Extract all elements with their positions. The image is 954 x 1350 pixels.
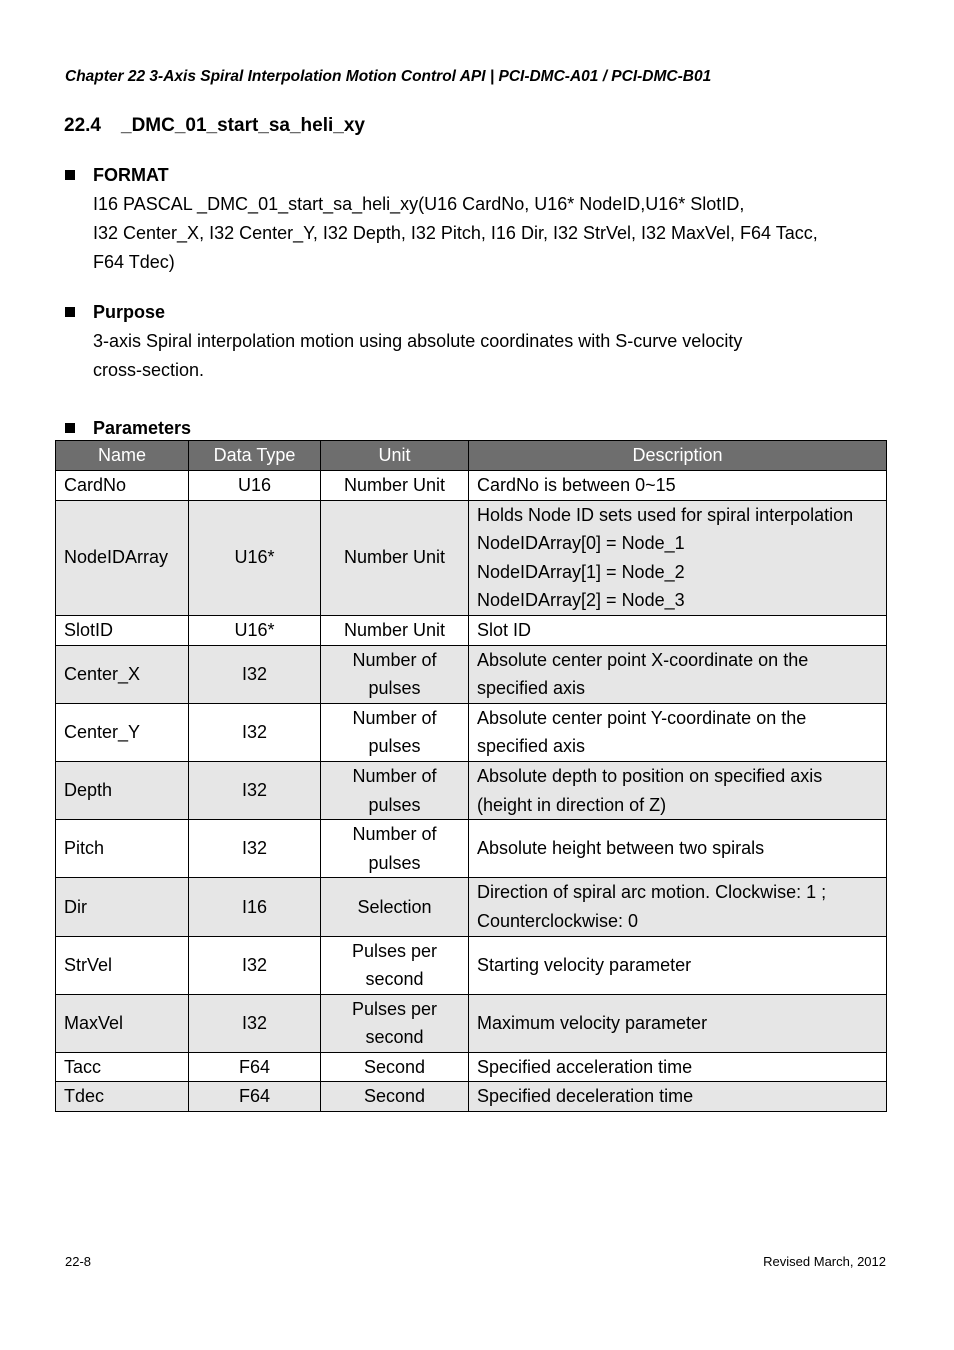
chapter-header: Chapter 22 3-Axis Spiral Interpolation Motion Control API | PCI-DMC-A01 / PCI-DMC-B01 — [65, 68, 712, 85]
param-name-cell: Tdec — [56, 1082, 189, 1112]
param-description-line: Specified deceleration time — [477, 1086, 694, 1107]
column-header-description: Description — [469, 441, 887, 471]
table-body — [56, 471, 887, 1112]
param-type-cell: I32 — [189, 761, 321, 819]
param-unit-line: pulses — [368, 852, 421, 873]
bullet-square-icon — [65, 170, 75, 180]
table-row — [56, 820, 887, 878]
param-description-line: Absolute center point Y-coordinate on the — [477, 707, 807, 728]
param-description-cell — [469, 1082, 887, 1112]
param-unit-line: Second — [363, 1086, 426, 1107]
param-name-cell: Pitch — [56, 820, 189, 878]
param-unit-cell — [321, 761, 469, 819]
param-description-cell — [469, 936, 887, 994]
column-header-name: Name — [56, 441, 189, 471]
param-name-cell: CardNo — [56, 471, 189, 501]
param-description-cell — [469, 878, 887, 936]
param-unit-line: Number Unit — [343, 475, 446, 495]
format-signature — [93, 190, 818, 277]
param-description-line: NodeIDArray[1] = Node_2 — [477, 561, 685, 582]
param-unit-cell — [321, 703, 469, 761]
param-unit-line: Number of — [352, 765, 437, 786]
param-description-cell — [469, 703, 887, 761]
param-description-line: Counterclockwise: 0 — [477, 910, 639, 931]
param-name-cell: Depth — [56, 761, 189, 819]
param-name-cell: Tacc — [56, 1052, 189, 1082]
parameters-table — [55, 440, 887, 1112]
param-description-line: Holds Node ID sets used for spiral interpolation — [477, 504, 854, 525]
param-type-cell: F64 — [189, 1082, 321, 1112]
param-unit-cell — [321, 471, 469, 501]
page-number: 22-8 — [65, 1254, 92, 1269]
purpose-line: cross-section. — [93, 360, 205, 380]
param-description-line: (height in direction of Z) — [477, 794, 667, 815]
table-row — [56, 645, 887, 703]
param-unit-cell — [321, 500, 469, 615]
param-description-line: NodeIDArray[0] = Node_1 — [477, 533, 685, 554]
purpose-text — [93, 327, 742, 385]
param-unit-line: second — [365, 1027, 424, 1048]
table-row — [56, 500, 887, 615]
format-section — [65, 163, 818, 277]
param-name-cell: Center_X — [56, 645, 189, 703]
format-line: I16 PASCAL _DMC_01_start_sa_heli_xy(U16 CardNo, U16* NodeID,U16* SlotID, — [93, 194, 745, 214]
param-unit-cell — [321, 820, 469, 878]
table-row — [56, 1052, 887, 1082]
param-description-line: CardNo is between 0~15 — [477, 475, 676, 495]
param-type-cell: I16 — [189, 878, 321, 936]
param-name-cell: NodeIDArray — [56, 500, 189, 615]
param-unit-line: Number of — [352, 707, 437, 728]
section-title — [64, 115, 365, 137]
param-unit-line: pulses — [368, 736, 421, 757]
param-unit-line: Pulses per — [351, 940, 438, 961]
table-row — [56, 615, 887, 645]
param-description-line: Slot ID — [477, 619, 532, 640]
table-row — [56, 471, 887, 501]
format-line: F64 Tdec) — [93, 252, 175, 272]
section-name: _DMC_01_start_sa_heli_xy — [121, 115, 365, 136]
format-heading — [65, 163, 818, 187]
param-name-cell: StrVel — [56, 936, 189, 994]
revision-date: Revised March, 2012 — [763, 1254, 886, 1269]
parameters-section — [65, 416, 191, 440]
param-name-cell: MaxVel — [56, 994, 189, 1052]
table-header-row — [56, 441, 887, 471]
param-name-cell: SlotID — [56, 615, 189, 645]
param-unit-cell — [321, 878, 469, 936]
table-row — [56, 878, 887, 936]
param-name-cell: Dir — [56, 878, 189, 936]
param-unit-cell — [321, 645, 469, 703]
param-unit-cell — [321, 1052, 469, 1082]
param-type-cell: I32 — [189, 703, 321, 761]
param-description-line: Absolute height between two spirals — [477, 838, 765, 859]
param-unit-line: pulses — [368, 794, 421, 815]
bullet-square-icon — [65, 307, 75, 317]
param-unit-line: Second — [363, 1056, 426, 1077]
param-description-cell — [469, 471, 887, 501]
param-description-line: Direction of spiral arc motion. Clockwise: 1 ; — [477, 882, 827, 903]
param-description-line: Starting velocity parameter — [477, 954, 692, 975]
param-description-cell — [469, 615, 887, 645]
param-description-line: specified axis — [477, 678, 586, 699]
param-unit-cell — [321, 1082, 469, 1112]
param-description-cell — [469, 645, 887, 703]
param-unit-line: pulses — [368, 678, 421, 699]
column-header-data-type: Data Type — [189, 441, 321, 471]
param-description-line: Absolute center point X-coordinate on the — [477, 649, 809, 670]
format-heading-label: FORMAT — [93, 164, 169, 185]
param-description-line: Absolute depth to position on specified axis — [477, 765, 823, 786]
purpose-heading-label: Purpose — [93, 301, 166, 322]
param-type-cell: U16* — [189, 500, 321, 615]
param-type-cell: F64 — [189, 1052, 321, 1082]
param-type-cell: I32 — [189, 936, 321, 994]
param-description-line: NodeIDArray[2] = Node_3 — [477, 590, 685, 611]
column-header-unit: Unit — [321, 441, 469, 471]
param-unit-line: Pulses per — [351, 998, 438, 1019]
param-type-cell: I32 — [189, 994, 321, 1052]
param-type-cell: I32 — [189, 820, 321, 878]
param-description-cell — [469, 820, 887, 878]
purpose-line: 3-axis Spiral interpolation motion using absolute coordinates with S-curve velocity — [93, 331, 743, 351]
param-unit-cell — [321, 994, 469, 1052]
section-number: 22.4 — [64, 115, 101, 136]
format-line: I32 Center_X, I32 Center_Y, I32 Depth, I32 Pitch, I16 Dir, I32 StrVel, I32 MaxVel, F64 Tacc, — [93, 223, 818, 243]
param-name-cell: Center_Y — [56, 703, 189, 761]
table-row — [56, 703, 887, 761]
table-row — [56, 761, 887, 819]
parameters-heading — [65, 416, 191, 440]
param-description-line: Maximum velocity parameter — [477, 1012, 708, 1033]
param-type-cell: I32 — [189, 645, 321, 703]
param-description-cell — [469, 1052, 887, 1082]
param-unit-line: Selection — [357, 896, 432, 917]
param-unit-cell — [321, 936, 469, 994]
parameters-heading-label: Parameters — [93, 417, 192, 438]
param-unit-line: Number Unit — [343, 619, 446, 640]
purpose-heading — [65, 300, 742, 324]
param-unit-cell — [321, 615, 469, 645]
param-description-cell — [469, 994, 887, 1052]
purpose-section — [65, 300, 742, 385]
param-type-cell: U16 — [189, 471, 321, 501]
param-unit-line: Number Unit — [343, 547, 446, 568]
param-unit-line: Number of — [352, 824, 437, 845]
param-description-line: Specified acceleration time — [477, 1056, 693, 1077]
param-description-cell — [469, 500, 887, 615]
param-description-cell — [469, 761, 887, 819]
table-row — [56, 936, 887, 994]
param-unit-line: Number of — [352, 649, 437, 670]
bullet-square-icon — [65, 423, 75, 433]
table-row — [56, 1082, 887, 1112]
param-description-line: specified axis — [477, 736, 586, 757]
param-type-cell: U16* — [189, 615, 321, 645]
param-unit-line: second — [365, 969, 424, 990]
table-row — [56, 994, 887, 1052]
